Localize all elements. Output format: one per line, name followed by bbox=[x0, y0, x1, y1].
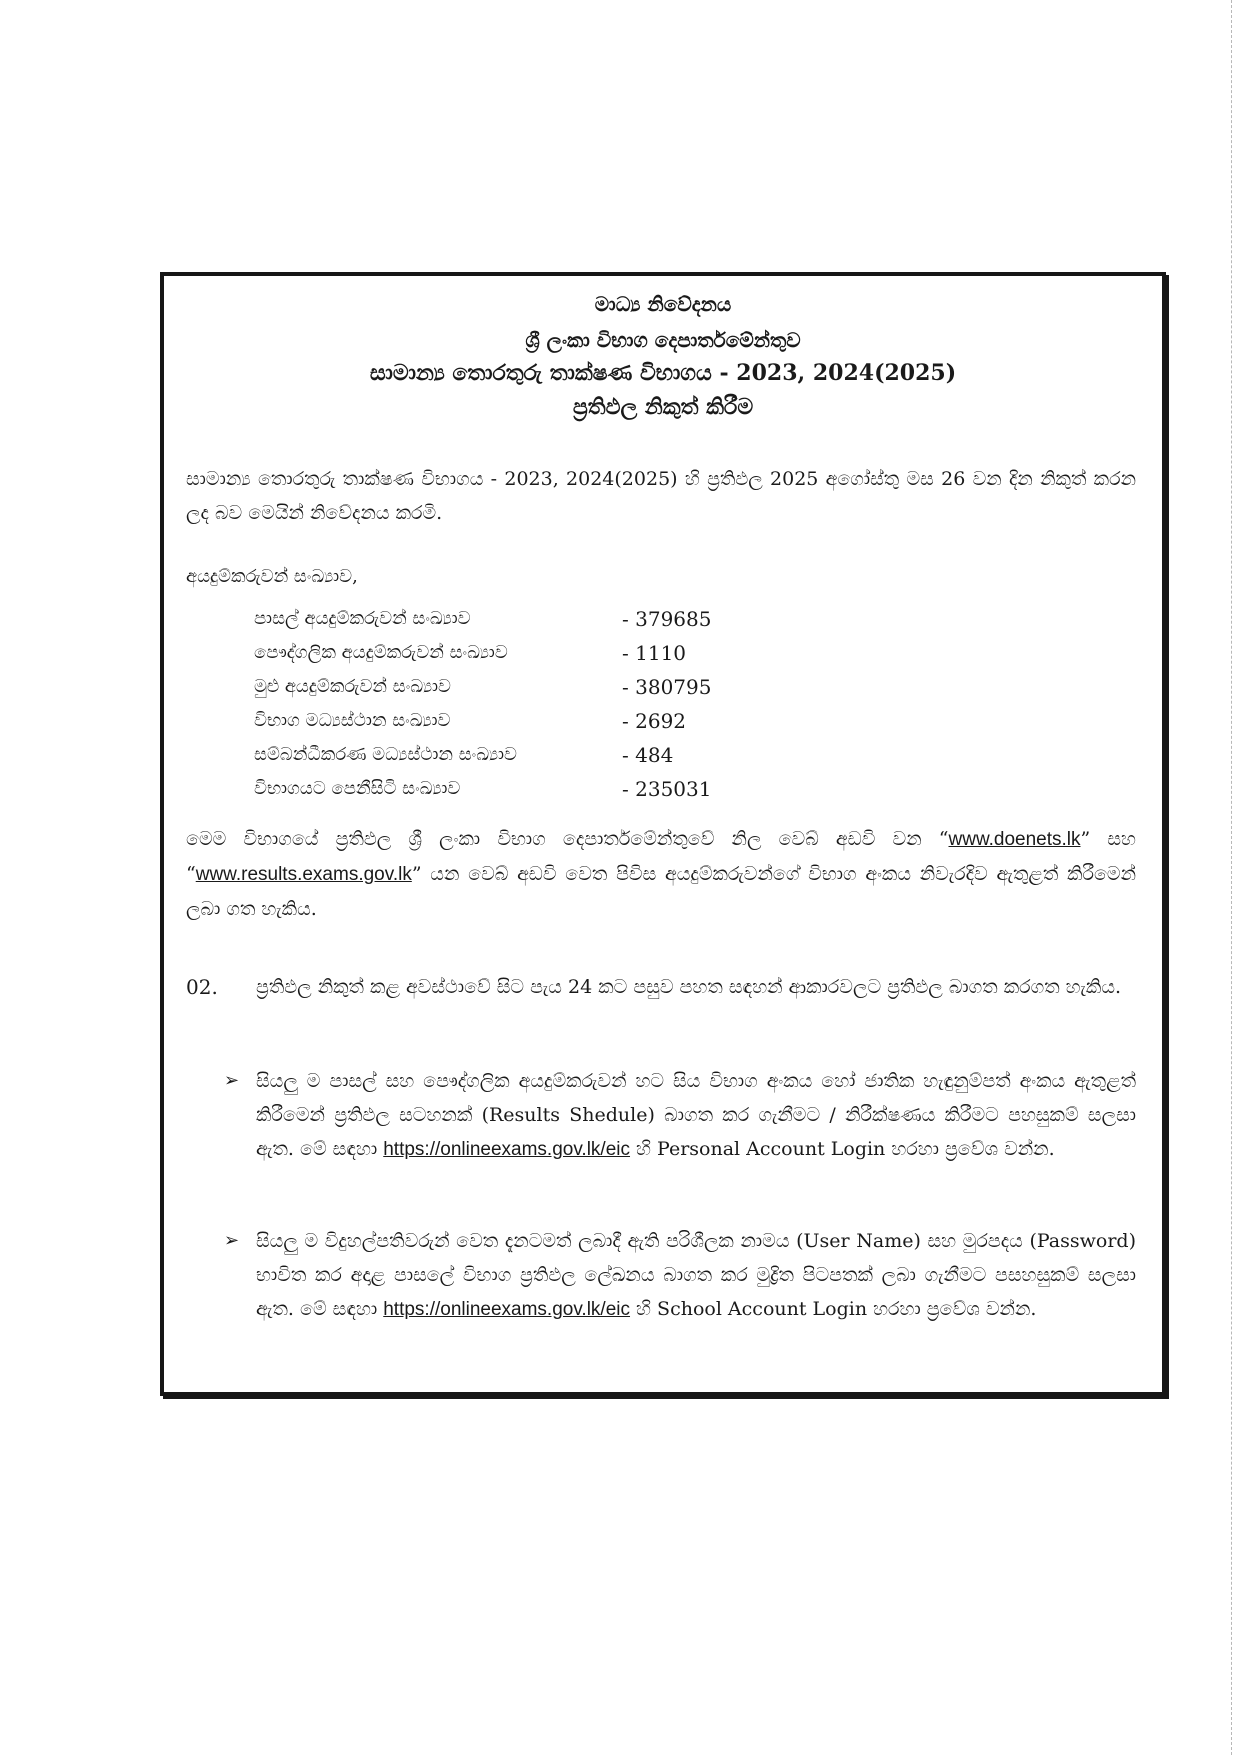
exam-title: සාමාන්‍ය තොරතුරු තාක්ෂණ විභාගය - 2023, 2024(2025) bbox=[369, 360, 957, 386]
stat-label: විභාගයට පෙනීසිටි සංඛ්‍යාව bbox=[254, 778, 461, 799]
bullet-text-2: හි Personal Account Login හරහා ප්‍රවේශ වන්න. bbox=[630, 1138, 1055, 1160]
stat-value: - 235031 bbox=[622, 777, 712, 801]
department-name: ශ්‍රී ලංකා විභාග දෙපාර්තමේන්තුව bbox=[525, 328, 801, 352]
stat-label: මුළු අයදුම්කරුවන් සංඛ්‍යාව bbox=[254, 676, 451, 697]
stat-row-sat bbox=[254, 772, 814, 806]
stat-value: - 484 bbox=[622, 743, 674, 767]
results-link[interactable]: www.results.exams.gov.lk bbox=[195, 864, 412, 885]
bullet-text-1: සියලු ම පාසල් සහ පෞද්ගලික අයදුම්කරුවන් හට සිය විභාග අංකය හෝ ජාතික හැඳුනුම්පත් අංකය ඇතුළත් කිරීමෙන් ප්‍රතිඵල සටහනක් (Results Shedule) බාගත කර ගැනීමට / නිරීක්ෂණය කිරීමට පහසුකම් සලසා ඇත. මේ සඳහා bbox=[256, 1070, 1136, 1160]
stat-row-exam-centres bbox=[254, 704, 814, 738]
point-02-text: ප්‍රතිඵල නිකුත් කළ අවස්ථාවේ සිට පැය 24 කට පසුව පහත සඳහන් ආකාරවලට ප්‍රතිඵල බාගත කරගත හැකිය. bbox=[256, 976, 1122, 998]
bullet-text-1: සියලු ම විදුහල්පතිවරුන් වෙත දැනටමත් ලබාදී ඇති පරිශීලක නාමය (User Name) සහ මුරපදය (Password) භාවිත කර අදාළ පාසලේ විභාග ප්‍රතිඵල ලේඛනය බාගත කර මුද්‍රිත පිටපතක් ලබා ගැනීමට පසහසුකම් සලසා ඇත. මේ සඳහා bbox=[256, 1230, 1136, 1320]
stat-row-coordinating-centres bbox=[254, 738, 814, 772]
websites-paragraph bbox=[186, 822, 1136, 926]
bullet-personal-account bbox=[224, 1064, 1136, 1167]
websites-text-1: මෙම විභාගයේ ප්‍රතිඵල ශ්‍රී ලංකා විභාග දෙපාර්තමේන්තුවේ නිල වෙබ් අඩවි වන “ bbox=[186, 828, 949, 850]
intro-paragraph: සාමාන්‍ය තොරතුරු තාක්ෂණ විභාගය - 2023, 2024(2025) හි ප්‍රතිඵල 2025 අගෝස්තු මස 26 වන දින නිකුත් කරන ලද බව මෙයින් නිවේදනය කරමි. bbox=[186, 468, 1136, 524]
page-edge bbox=[1231, 0, 1232, 1755]
bullet-text bbox=[256, 1064, 1136, 1167]
point-number: 02. bbox=[186, 975, 218, 999]
stat-value: - 380795 bbox=[622, 675, 712, 699]
stat-row-school bbox=[254, 602, 814, 636]
stat-row-private bbox=[254, 636, 814, 670]
onlineexams-link[interactable]: https://onlineexams.gov.lk/eic bbox=[383, 1139, 631, 1160]
arrow-bullet-icon: ➢ bbox=[224, 1070, 240, 1091]
arrow-bullet-icon: ➢ bbox=[224, 1230, 240, 1251]
stat-label: විභාග මධ්‍යස්ථාන සංඛ්‍යාව bbox=[254, 710, 451, 731]
stat-row-total bbox=[254, 670, 814, 704]
stat-label: සම්බන්ධීකරණ මධ්‍යස්ථාන සංඛ්‍යාව bbox=[254, 744, 517, 765]
stat-value: - 1110 bbox=[622, 641, 687, 665]
press-release-frame bbox=[160, 272, 1166, 1396]
applicant-statistics bbox=[254, 602, 814, 806]
bullet-text bbox=[256, 1224, 1136, 1327]
stat-value: - 2692 bbox=[622, 709, 687, 733]
applicant-count-heading: අයදුම්කරුවන් සංඛ්‍යාව, bbox=[186, 566, 358, 587]
stat-label: පෞද්ගලික අයදුම්කරුවන් සංඛ්‍යාව bbox=[254, 642, 508, 663]
stat-label: පාසල් අයදුම්කරුවන් සංඛ්‍යාව bbox=[254, 608, 471, 629]
media-release-title: මාධ්‍ය නිවේදනය bbox=[594, 292, 732, 316]
stat-value: - 379685 bbox=[622, 607, 712, 631]
point-02 bbox=[186, 970, 1136, 1004]
websites-text-2: ” සහ “ bbox=[186, 828, 1136, 885]
bullet-text-2: හි School Account Login හරහා ප්‍රවේශ වන්න. bbox=[630, 1298, 1037, 1320]
onlineexams-link[interactable]: https://onlineexams.gov.lk/eic bbox=[383, 1299, 631, 1320]
websites-text-3: ” යන වෙබ් අඩවි වෙත පිවිස අයදුම්කරුවන්ගේ විභාග අංකය නිවැරදිව ඇතුළත් කිරීමෙන් ලබා ගත හැකිය. bbox=[186, 863, 1136, 920]
subject-title: ප්‍රතිඵල නිකුත් කිරීම bbox=[572, 394, 754, 420]
doenets-link[interactable]: www.doenets.lk bbox=[948, 829, 1081, 850]
bullet-school-account bbox=[224, 1224, 1136, 1327]
